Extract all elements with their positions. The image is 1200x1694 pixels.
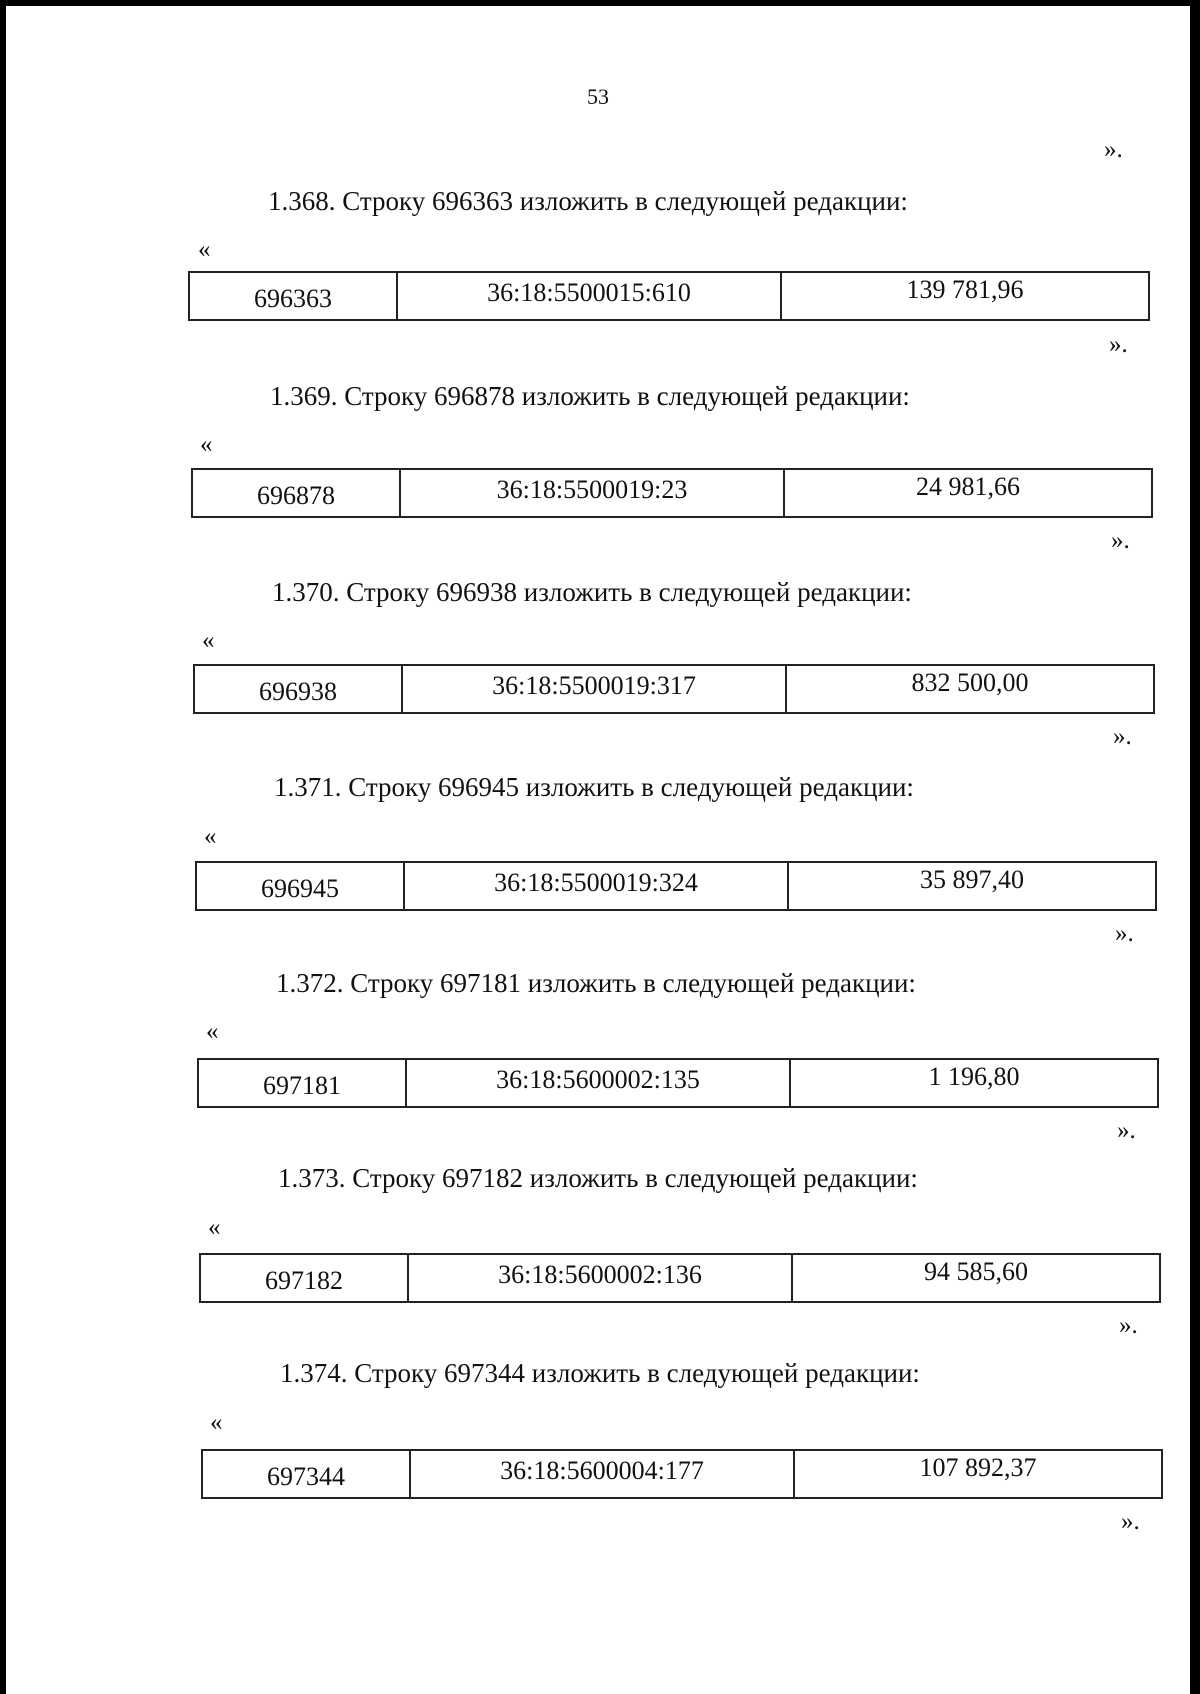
- opening-quote: «: [198, 236, 211, 263]
- closing-quote: ».: [1119, 1312, 1138, 1339]
- value-cell: 107 892,37: [919, 1453, 1037, 1482]
- cadastral-number-cell: 36:18:5600004:177: [411, 1451, 795, 1497]
- amendment-instruction: 1.373. Строку 697182 изложить в следующей редакции:: [278, 1163, 918, 1193]
- cadastral-number-cell: 36:18:5500019:324: [405, 863, 789, 909]
- row-id-cell: 696945: [197, 863, 405, 909]
- closing-quote: ».: [1111, 527, 1130, 554]
- opening-quote: «: [202, 627, 215, 654]
- value-cell: 24 981,66: [916, 472, 1020, 501]
- amendment-instruction: 1.374. Строку 697344 изложить в следующей редакции:: [280, 1358, 920, 1388]
- table-row: [191, 468, 1153, 518]
- cadastral-number-cell: 36:18:5600002:135: [407, 1060, 791, 1106]
- amendment-instruction: 1.369. Строку 696878 изложить в следующей редакции:: [270, 381, 910, 411]
- opening-quote: «: [208, 1214, 221, 1241]
- value-cell: 832 500,00: [911, 668, 1029, 697]
- closing-quote: ».: [1109, 331, 1128, 358]
- cadastral-number-cell: 36:18:5500015:610: [398, 273, 782, 319]
- row-id-cell: 696938: [195, 666, 403, 712]
- closing-quote: ».: [1121, 1508, 1140, 1535]
- value-cell: 35 897,40: [920, 865, 1024, 894]
- amendment-section: [6, 6, 1190, 1694]
- value-cell: 1 196,80: [928, 1062, 1020, 1091]
- table-row: [193, 664, 1155, 714]
- cadastral-number-cell: 36:18:5500019:23: [401, 470, 785, 516]
- value-cell: 139 781,96: [906, 275, 1024, 304]
- amendment-section: [6, 6, 1190, 1694]
- closing-quote: ».: [1115, 920, 1134, 947]
- row-id-cell: 696878: [193, 470, 401, 516]
- page-number: 53: [587, 84, 609, 109]
- table-row: [197, 1058, 1159, 1108]
- table-row: [188, 271, 1150, 321]
- table-row: [195, 861, 1157, 911]
- amendment-section: [6, 6, 1190, 1694]
- table-row: [199, 1253, 1161, 1303]
- document-sheet: [6, 6, 1190, 1694]
- amendment-instruction: 1.372. Строку 697181 изложить в следующей редакции:: [276, 968, 916, 998]
- amendment-section: [6, 6, 1190, 1694]
- closing-quote: ».: [1117, 1117, 1136, 1144]
- closing-quote-top: ».: [1104, 136, 1123, 163]
- amendment-section: [6, 6, 1190, 1694]
- row-id-cell: 696363: [190, 273, 398, 319]
- table-row: [201, 1449, 1163, 1499]
- value-cell: 94 585,60: [924, 1257, 1028, 1286]
- amendment-instruction: 1.370. Строку 696938 изложить в следующей редакции:: [272, 577, 912, 607]
- row-id-cell: 697182: [201, 1255, 409, 1301]
- amendment-instruction: 1.368. Строку 696363 изложить в следующей редакции:: [268, 186, 908, 216]
- amendment-section: [6, 6, 1190, 1694]
- closing-quote: ».: [1113, 723, 1132, 750]
- opening-quote: «: [206, 1018, 219, 1045]
- opening-quote: «: [200, 431, 213, 458]
- cadastral-number-cell: 36:18:5600002:136: [409, 1255, 793, 1301]
- cadastral-number-cell: 36:18:5500019:317: [403, 666, 787, 712]
- row-id-cell: 697181: [199, 1060, 407, 1106]
- opening-quote: «: [204, 823, 217, 850]
- amendment-section: [6, 6, 1190, 1694]
- amendment-instruction: 1.371. Строку 696945 изложить в следующей редакции:: [274, 772, 914, 802]
- row-id-cell: 697344: [203, 1451, 411, 1497]
- opening-quote: «: [210, 1409, 223, 1436]
